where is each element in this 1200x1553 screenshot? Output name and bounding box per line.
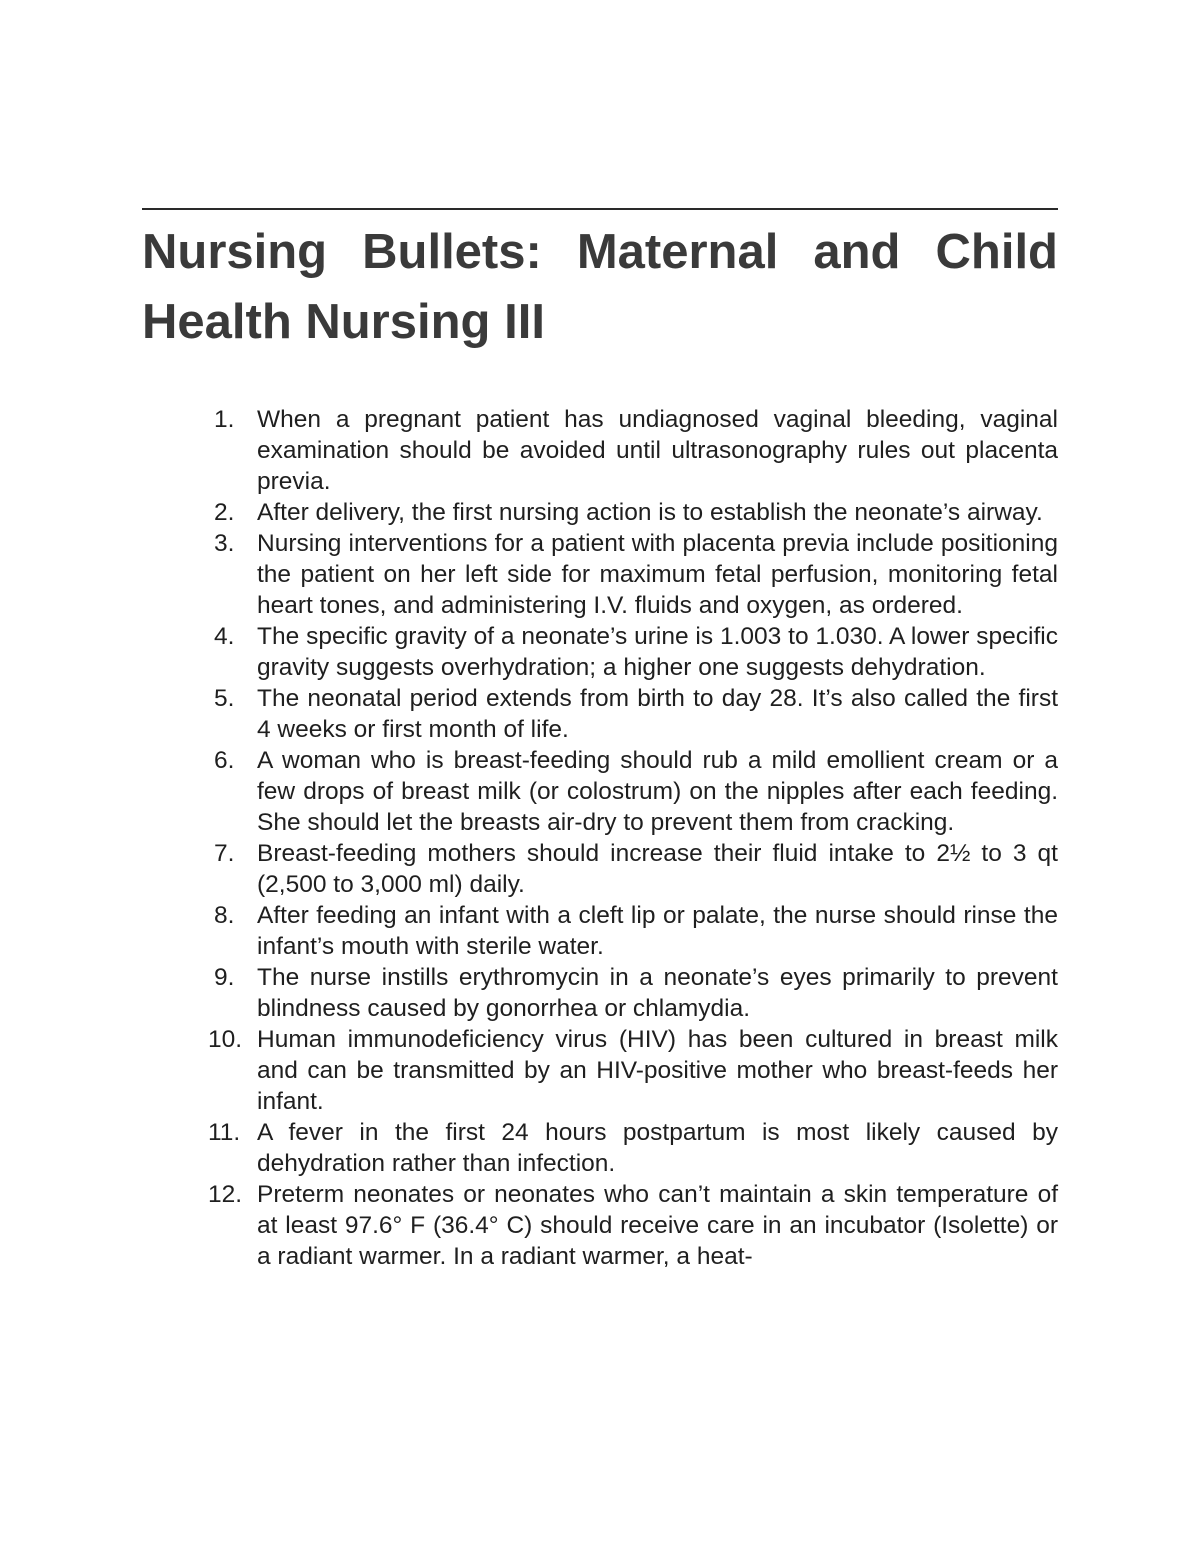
list-item bbox=[142, 528, 1058, 621]
list-item-number: 2. bbox=[214, 499, 235, 526]
page-title: Nursing Bullets: Maternal and Child Health Nursing III bbox=[142, 225, 1058, 349]
list-item-text: When a pregnant patient has undiagnosed vaginal bleeding, vaginal examination should be avoided until ultrasonography rules out placenta previa. bbox=[257, 406, 1058, 495]
list-item-number: 4. bbox=[214, 623, 235, 650]
list-item-number: 12. bbox=[208, 1181, 243, 1208]
list-item-number: 1. bbox=[214, 406, 235, 433]
list-item bbox=[142, 497, 1058, 528]
list-item-number: 5. bbox=[214, 685, 235, 712]
list-item bbox=[142, 683, 1058, 745]
list-item bbox=[142, 1024, 1058, 1117]
list-item-text: After delivery, the first nursing action is to establish the neonate’s airway. bbox=[257, 499, 1043, 526]
list-item-number: 6. bbox=[214, 747, 235, 774]
list-item-number: 10. bbox=[208, 1026, 243, 1053]
list-item-number: 8. bbox=[214, 902, 235, 929]
list-item bbox=[142, 621, 1058, 683]
list-item bbox=[142, 745, 1058, 838]
list-item-number: 7. bbox=[214, 840, 235, 867]
list-item-text: The nurse instills erythromycin in a neonate’s eyes primarily to prevent blindness caused by gonorrhea or chlamydia. bbox=[257, 964, 1058, 1022]
list-item-text: Human immunodeficiency virus (HIV) has been cultured in breast milk and can be transmitted by an HIV-positive mother who breast-feeds her infant. bbox=[257, 1026, 1058, 1115]
list-item bbox=[142, 962, 1058, 1024]
list-item-text: Breast-feeding mothers should increase their fluid intake to 2½ to 3 qt (2,500 to 3,000 ml) daily. bbox=[257, 840, 1058, 898]
list-item bbox=[142, 838, 1058, 900]
list-item-number: 3. bbox=[214, 530, 235, 557]
bullet-list bbox=[142, 404, 1058, 1272]
list-item-text: After feeding an infant with a cleft lip or palate, the nurse should rinse the infant’s mouth with sterile water. bbox=[257, 902, 1058, 960]
list-item-number: 9. bbox=[214, 964, 235, 991]
list-item bbox=[142, 900, 1058, 962]
list-item-text: A woman who is breast-feeding should rub a mild emollient cream or a few drops of breast milk (or colostrum) on the nipples after each feeding. She should let the breasts air-dry to prevent them from cracking. bbox=[257, 747, 1058, 836]
list-item bbox=[142, 404, 1058, 497]
list-item-number: 11. bbox=[208, 1119, 241, 1146]
list-item-text: The specific gravity of a neonate’s urine is 1.003 to 1.030. A lower specific gravity suggests overhydration; a higher one suggests dehydration. bbox=[257, 623, 1058, 681]
list-item bbox=[142, 1179, 1058, 1272]
list-item-text: The neonatal period extends from birth to day 28. It’s also called the first 4 weeks or first month of life. bbox=[257, 685, 1058, 743]
list-item-text: A fever in the first 24 hours postpartum is most likely caused by dehydration rather than infection. bbox=[257, 1119, 1058, 1177]
list-item-text: Preterm neonates or neonates who can’t maintain a skin temperature of at least 97.6° F (36.4° C) should receive care in an incubator (Isolette) or a radiant warmer. In a radiant warmer, a heat- bbox=[257, 1181, 1058, 1270]
title-rule bbox=[142, 208, 1058, 210]
list-item bbox=[142, 1117, 1058, 1179]
list-item-text: Nursing interventions for a patient with placenta previa include positioning the patient on her left side for maximum fetal perfusion, monitoring fetal heart tones, and administering I.V. fluids and oxygen, as ordered. bbox=[257, 530, 1058, 619]
